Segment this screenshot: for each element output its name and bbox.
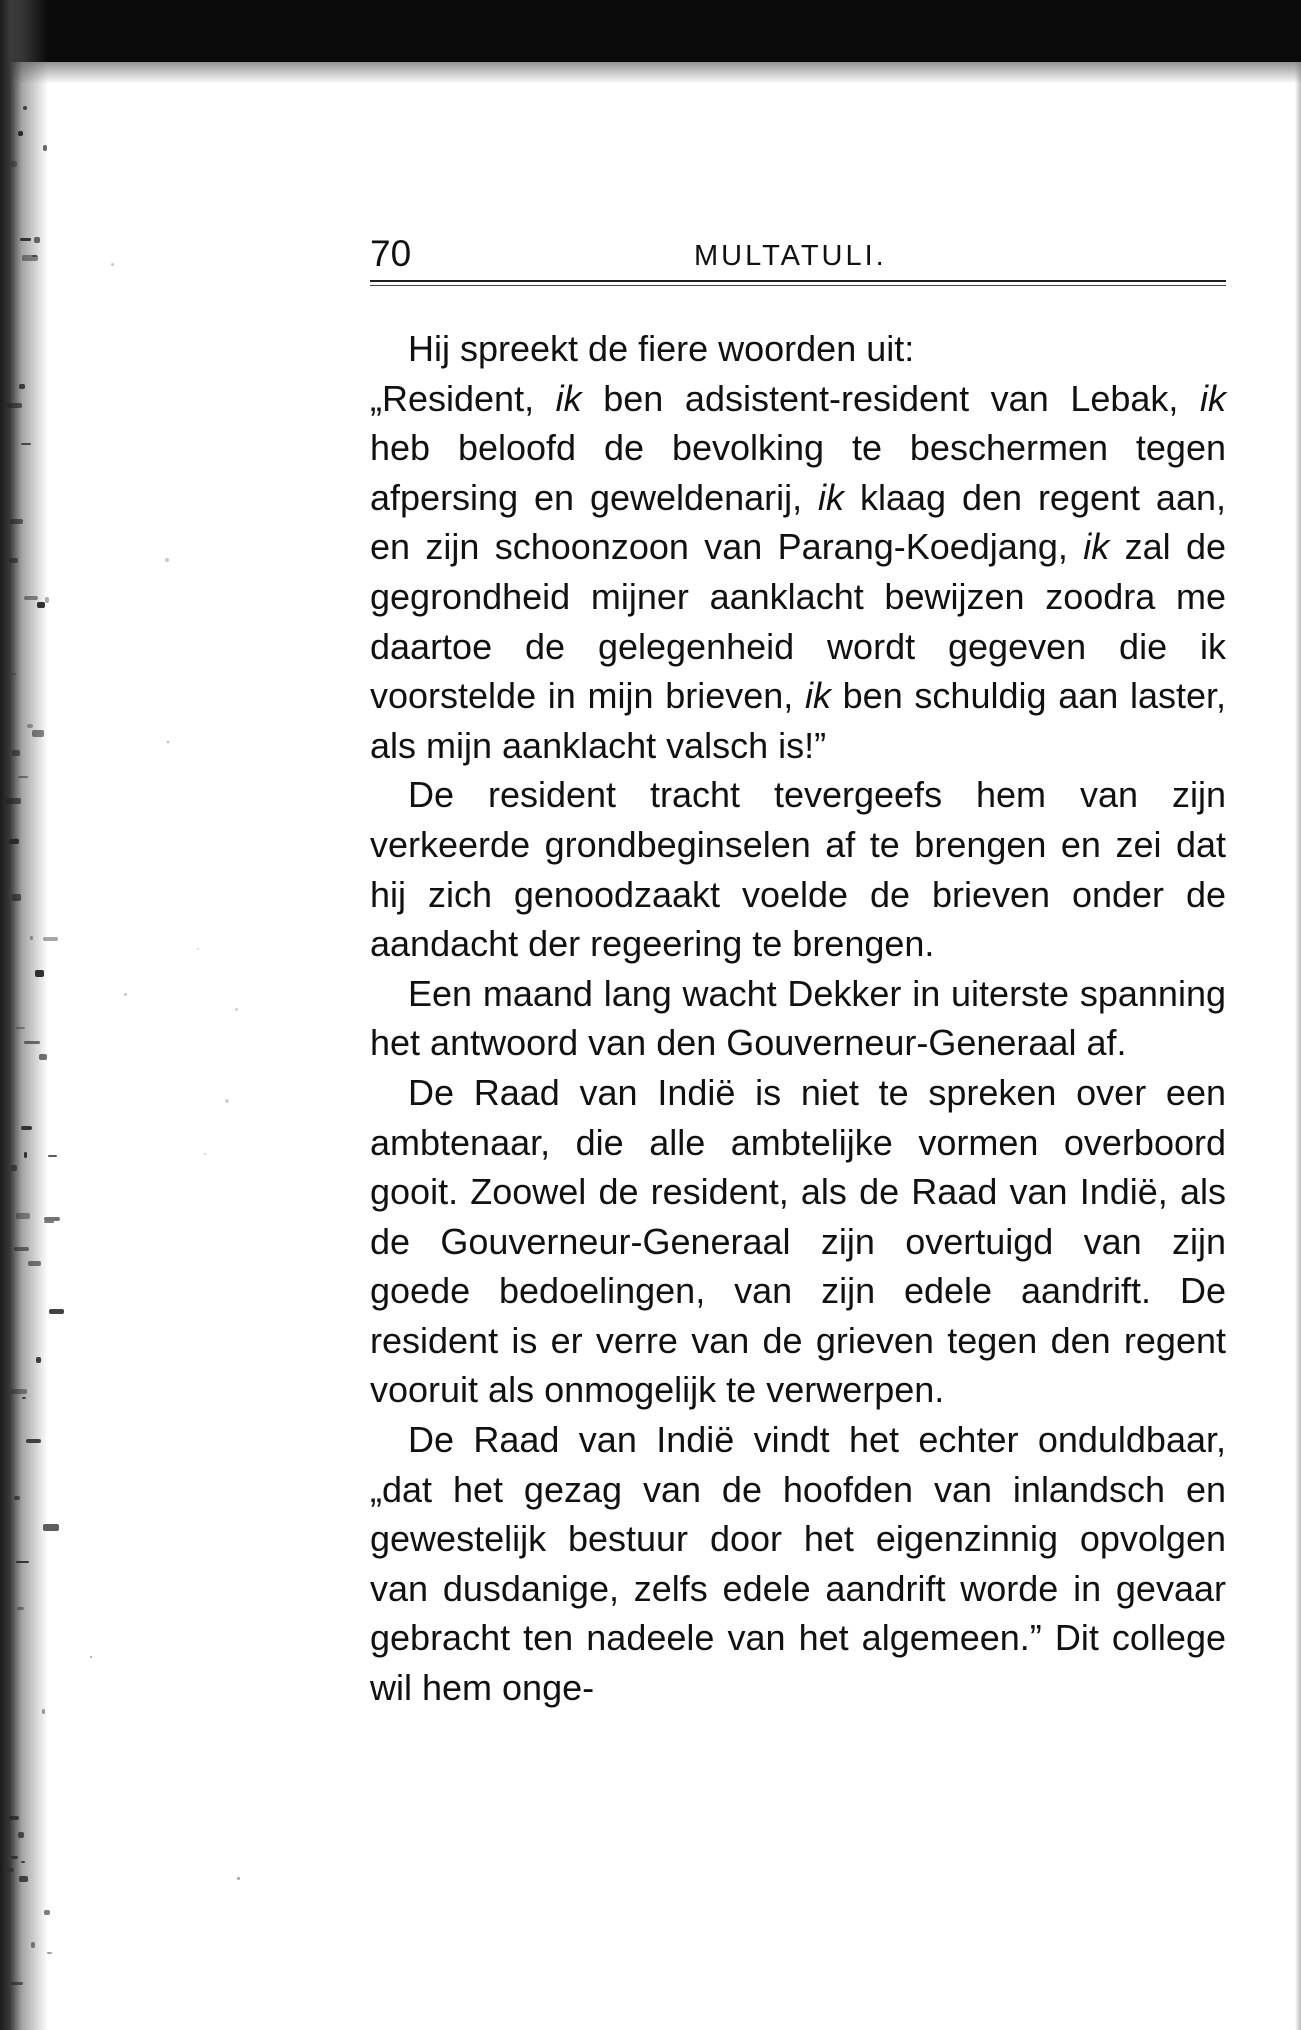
scan-speck [7, 403, 22, 408]
scan-left-binding-shadow [0, 0, 48, 2030]
scan-speck [36, 1357, 41, 1363]
scan-speck [16, 1213, 30, 1219]
scan-speck [16, 1561, 29, 1563]
scan-dust [225, 1099, 229, 1103]
scan-dust [124, 993, 127, 996]
scan-speck [23, 106, 27, 110]
header-double-rule [370, 280, 1226, 286]
scan-speck [44, 1217, 60, 1221]
scan-speck [24, 1041, 40, 1044]
emphasis-text: ik [804, 675, 831, 717]
page-number: 70 [370, 233, 412, 274]
emphasis-text: ik [818, 476, 845, 518]
scan-speck [34, 237, 40, 243]
scan-speck [49, 1309, 64, 1314]
scan-speck [42, 1709, 45, 1714]
scan-speck [12, 673, 16, 675]
scan-speck [10, 519, 23, 524]
scan-speck [26, 1439, 41, 1443]
scan-dust [197, 948, 199, 950]
scan-speck [19, 384, 25, 389]
scan-speck [21, 1861, 25, 1863]
emphasis-text: ik [1200, 377, 1226, 419]
scan-right-edge-shadow [1295, 62, 1301, 2030]
scan-speck [18, 1832, 24, 1838]
text-run: „Resident, [370, 377, 556, 419]
scan-speck [44, 1910, 50, 1915]
paragraph-p3 [370, 770, 1226, 968]
text-run: heb beloofd de bevolking te beschermen tegen afpersing en geweldenarij, [370, 427, 1226, 518]
emphasis-text: ik [1083, 526, 1110, 568]
scan-speck [22, 1397, 26, 1399]
scan-speck [9, 558, 18, 563]
scan-speck [43, 1524, 59, 1531]
scan-dust [167, 741, 169, 743]
scan-speck [11, 1856, 18, 1859]
text-run: zal de gegrondheid mijner aanklacht bewijzen zoodra me daartoe de gelegenheid wordt gegeven die ik voorstelde in mijn brieven, [370, 526, 1226, 717]
scan-speck [31, 1942, 35, 1948]
scan-speck [11, 1982, 23, 1985]
scan-speck [12, 894, 21, 901]
scan-speck [30, 936, 33, 940]
scan-dust [111, 263, 114, 266]
scan-speck [11, 161, 17, 167]
scan-speck [11, 1389, 27, 1394]
scan-dust [165, 558, 169, 562]
scan-speck [24, 1152, 27, 1158]
scan-speck [24, 596, 38, 600]
scan-speck [37, 602, 45, 608]
scan-speck [9, 839, 19, 844]
text-run: ben adsistent-resident van Lebak, [581, 377, 1200, 419]
scan-speck [18, 776, 28, 778]
scan-dust [204, 1153, 206, 1155]
scan-speck [21, 443, 31, 445]
paragraph-p6 [370, 1415, 1226, 1713]
scan-speck [21, 1126, 32, 1130]
scan-speck [32, 730, 44, 737]
scan-speck [14, 1247, 29, 1251]
scan-speck [9, 1816, 19, 1820]
scan-speck [39, 1054, 47, 1060]
text-run: De Raad van Indië vindt het echter onduldbaar, „dat het gezag van de hoofden van inlandsch en gewestelijk bestuur door het eigenzinnig opvolgen van dusdanige, zelfs edele aandrift worde in gevaar gebracht ten nadeele van het algemeen.” Dit college wil hem onge- [370, 1419, 1226, 1709]
text-run: De Raad van Indië is niet te spreken over een ambtenaar, die alle ambtelijke vormen overboord gooit. Zoowel de resident, als de Raad van Indië, als de Gouverneur-Generaal zijn overtuigd van zijn goede bedoelingen, van zijn edele aandrift. De resident is er verre van de grieven tegen den regent vooruit als onmogelijk te verwerpen. [370, 1071, 1226, 1411]
running-head [370, 222, 1226, 280]
text-run: De resident tracht tevergeefs hem van zijn verkeerde grondbeginselen af te brengen en zei dat hij zich genoodzaakt voelde de brieven onder de aandacht der regeering te brengen. [370, 774, 1226, 965]
scan-speck [44, 1221, 54, 1223]
scan-speck [35, 970, 44, 977]
text-run: ben schuldig aan laster, als mijn aanklacht valsch is!” [370, 675, 1226, 766]
paragraph-p2 [370, 374, 1226, 771]
paragraph-p5 [370, 1068, 1226, 1415]
scan-speck [7, 1868, 14, 1872]
scan-dust [90, 1656, 92, 1658]
scan-speck [6, 798, 21, 804]
scan-speck [45, 597, 49, 603]
scan-speck [14, 1496, 20, 1500]
scan-speck [11, 1165, 17, 1171]
scan-speck [16, 1027, 25, 1029]
text-run: Hij spreekt de fiere woorden uit: [408, 328, 915, 369]
scan-speck [47, 1952, 52, 1954]
scan-speck [19, 1876, 28, 1882]
scan-dust [237, 1877, 240, 1880]
paragraph-p1 [370, 324, 1226, 374]
scan-speck [18, 131, 23, 136]
scan-top-shadow [0, 0, 1301, 62]
scan-speck [43, 145, 47, 151]
scan-speck [12, 750, 20, 756]
scan-speck [17, 1607, 24, 1610]
scan-speck [22, 255, 38, 261]
scan-speck [48, 1155, 57, 1157]
scan-top-shadow-fade [0, 62, 1301, 84]
scan-speck [27, 724, 33, 728]
scan-speck [28, 1261, 41, 1266]
scan-speck [43, 937, 58, 941]
text-run: klaag den regent aan, en zijn schoonzoon van Parang-Koedjang, [370, 476, 1227, 568]
paragraph-p4 [370, 969, 1226, 1068]
book-page [370, 222, 1226, 1713]
text-run: Een maand lang wacht Dekker in uiterste spanning het antwoord van den Gouverneur-Generaal af. [370, 972, 1226, 1064]
body-text [370, 324, 1226, 1713]
emphasis-text: ik [555, 377, 582, 419]
scan-dust [235, 1008, 238, 1011]
running-title: MULTATULI. [694, 240, 887, 272]
scan-speck [20, 238, 31, 241]
